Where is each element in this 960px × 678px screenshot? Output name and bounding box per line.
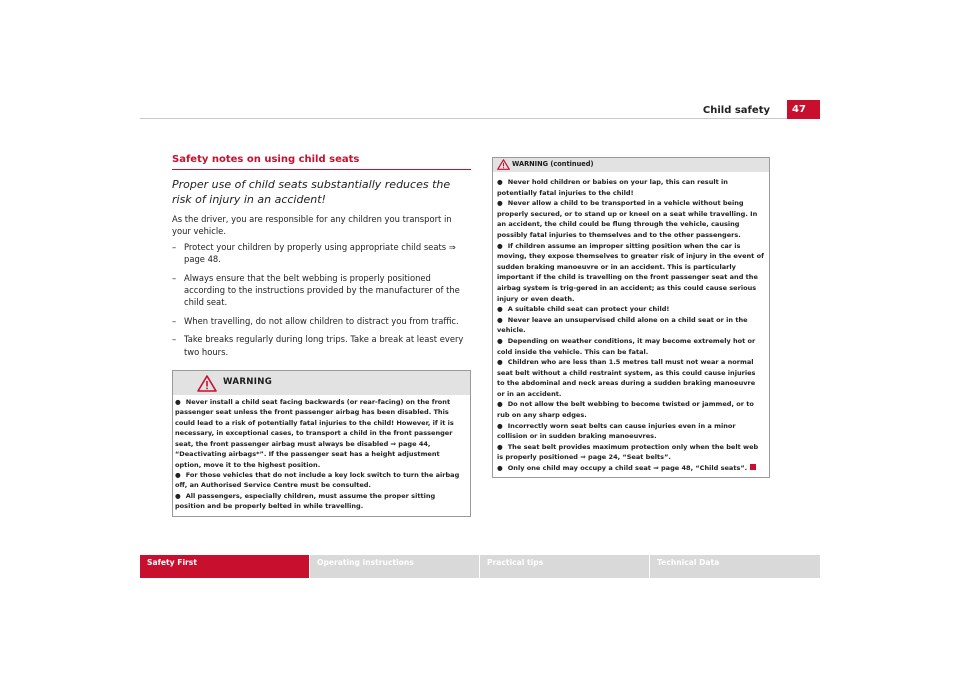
warning-continued-box bbox=[492, 157, 770, 478]
warning-item bbox=[497, 304, 765, 315]
list-item: – Take breaks regularly during long trips. Take a break at least every two hours. bbox=[172, 333, 471, 358]
footer-tab-technical-data[interactable]: Technical Data bbox=[650, 555, 820, 578]
warning-item-text: If children assume an improper sitting position when the car is moving, they expose themselves to greater risk of injury in the event of sudden braking manoeuvre or in an accident. This is particularly important if the child is travelling on the front passenger seat and the airbag system is trig-gered in an accident; as this could cause serious injury or even death. bbox=[497, 241, 764, 303]
bullet-icon: ● bbox=[497, 400, 503, 409]
bullet-icon: ● bbox=[497, 305, 503, 314]
warning-triangle-icon bbox=[197, 375, 217, 392]
page-number: 47 bbox=[787, 100, 820, 119]
warning-triangle-icon bbox=[497, 159, 510, 170]
section-body bbox=[172, 213, 471, 358]
list-item: – When travelling, do not allow children to distract you from traffic. bbox=[172, 315, 471, 327]
warning-item-text: Incorrectly worn seat belts can cause injuries even in a minor collision or in sudden braking manoeuvres. bbox=[497, 421, 736, 441]
warning-continued-body bbox=[493, 172, 769, 477]
warning-item bbox=[497, 357, 765, 399]
bullet-icon: ● bbox=[175, 491, 181, 500]
warning-item bbox=[175, 397, 466, 470]
warning-header bbox=[173, 371, 470, 395]
footer-tab-safety-first[interactable]: Safety First bbox=[140, 555, 309, 578]
list-item: – Protect your children by properly using appropriate child seats ⇒ page 48. bbox=[172, 241, 471, 266]
warning-item bbox=[497, 442, 765, 463]
warning-body bbox=[173, 395, 470, 515]
bullet-icon: ● bbox=[497, 241, 503, 250]
warning-item bbox=[175, 470, 466, 491]
section-subtitle: Proper use of child seats substantially reduces the risk of injury in an accident! bbox=[172, 178, 451, 206]
end-of-section-icon bbox=[750, 464, 756, 470]
warning-item-text: Depending on weather conditions, it may become extremely hot or cold inside the vehicle. This can be fatal. bbox=[497, 336, 756, 356]
warning-item-text: All passengers, especially children, must assume the proper sitting position and be properly belted in while travelling. bbox=[175, 491, 436, 511]
bullet-icon: ● bbox=[175, 398, 181, 407]
chapter-title: Child safety bbox=[702, 105, 770, 116]
bullet-icon: ● bbox=[497, 358, 503, 367]
warning-item-text: Only one child may occupy a child seat ⇒ page 48, “Child seats”. bbox=[507, 464, 748, 473]
warning-item-text: Never leave an unsupervised child alone on a child seat or in the vehicle. bbox=[497, 315, 748, 335]
warning-item-text: A suitable child seat can protect your child! bbox=[507, 305, 670, 314]
bullet-icon: ● bbox=[497, 178, 503, 186]
bullet-icon: ● bbox=[497, 464, 503, 473]
warning-item-text: The seat belt provides maximum protection only when the belt web is properly positioned ⇒ page 24, “Seat belts”. bbox=[497, 442, 759, 462]
left-column bbox=[172, 154, 471, 517]
warning-item-text: Never allow a child to be transported in a vehicle without being properly secured, or to stand up or kneel on a seat while travelling. In an accident, the child could be flung through the vehicle, causing possibly fatal injuries to themselves and to the other passengers. bbox=[497, 199, 758, 239]
warning-item bbox=[497, 336, 765, 357]
header-rule bbox=[140, 118, 820, 119]
warning-item-text: Do not allow the belt webbing to become twisted or jammed, or to rub on any sharp edges. bbox=[497, 400, 754, 420]
footer-tab-operating-instructions[interactable]: Operating instructions bbox=[310, 555, 479, 578]
warning-continued-label: WARNING (continued) bbox=[512, 160, 594, 168]
bullet-icon: ● bbox=[497, 421, 503, 430]
footer-tab-practical-tips[interactable]: Practical tips bbox=[480, 555, 649, 578]
warning-item bbox=[497, 463, 765, 474]
bullet-icon: ● bbox=[175, 470, 181, 479]
warning-item bbox=[497, 421, 765, 442]
warning-item bbox=[497, 198, 765, 240]
warning-item bbox=[175, 491, 466, 512]
warning-item bbox=[497, 177, 765, 198]
warning-item-text: For those vehicles that do not include a key lock switch to turn the airbag off, an Authorised Service Centre must be consulted. bbox=[175, 470, 460, 490]
intro-text: As the driver, you are responsible for any children you transport in your vehicle. bbox=[172, 214, 452, 237]
warning-label: WARNING bbox=[223, 377, 273, 388]
warning-item-text: Children who are less than 1.5 metres tall must not wear a normal seat belt without a child restraint system, as this could cause injuries to the abdominal and neck areas during a sudden braking manoeuvre or in an accident. bbox=[497, 358, 756, 398]
warning-item bbox=[497, 241, 765, 305]
warning-box bbox=[172, 370, 471, 516]
section-title: Safety notes on using child seats bbox=[172, 154, 471, 170]
warning-item bbox=[497, 315, 765, 336]
list-item: – Always ensure that the belt webbing is properly positioned according to the instructions provided by the manufacturer of the child seat. bbox=[172, 272, 471, 309]
bullet-icon: ● bbox=[497, 336, 503, 345]
warning-item-text: Never install a child seat facing backwards (or rear-facing) on the front passenger seat unless the front passenger airbag has been disabled. This could lead to a risk of potentially fatal injuries to the child! However, if it is necessary, in exceptional cases, to transport a child in the front passenger seat, the front passenger airbag must always be disabled ⇒ page 44, “Deactivating airbags*”. If the passenger seat has a height adjustment option, move it to the highest position. bbox=[175, 398, 454, 469]
warning-continued-header bbox=[493, 158, 769, 172]
bullet-icon: ● bbox=[497, 315, 503, 324]
bullet-icon: ● bbox=[497, 199, 503, 208]
warning-item-text: Never hold children or babies on your lap, this can result in potentially fatal injuries to the child! bbox=[497, 178, 728, 197]
bullet-icon: ● bbox=[497, 442, 503, 451]
warning-item bbox=[497, 399, 765, 420]
